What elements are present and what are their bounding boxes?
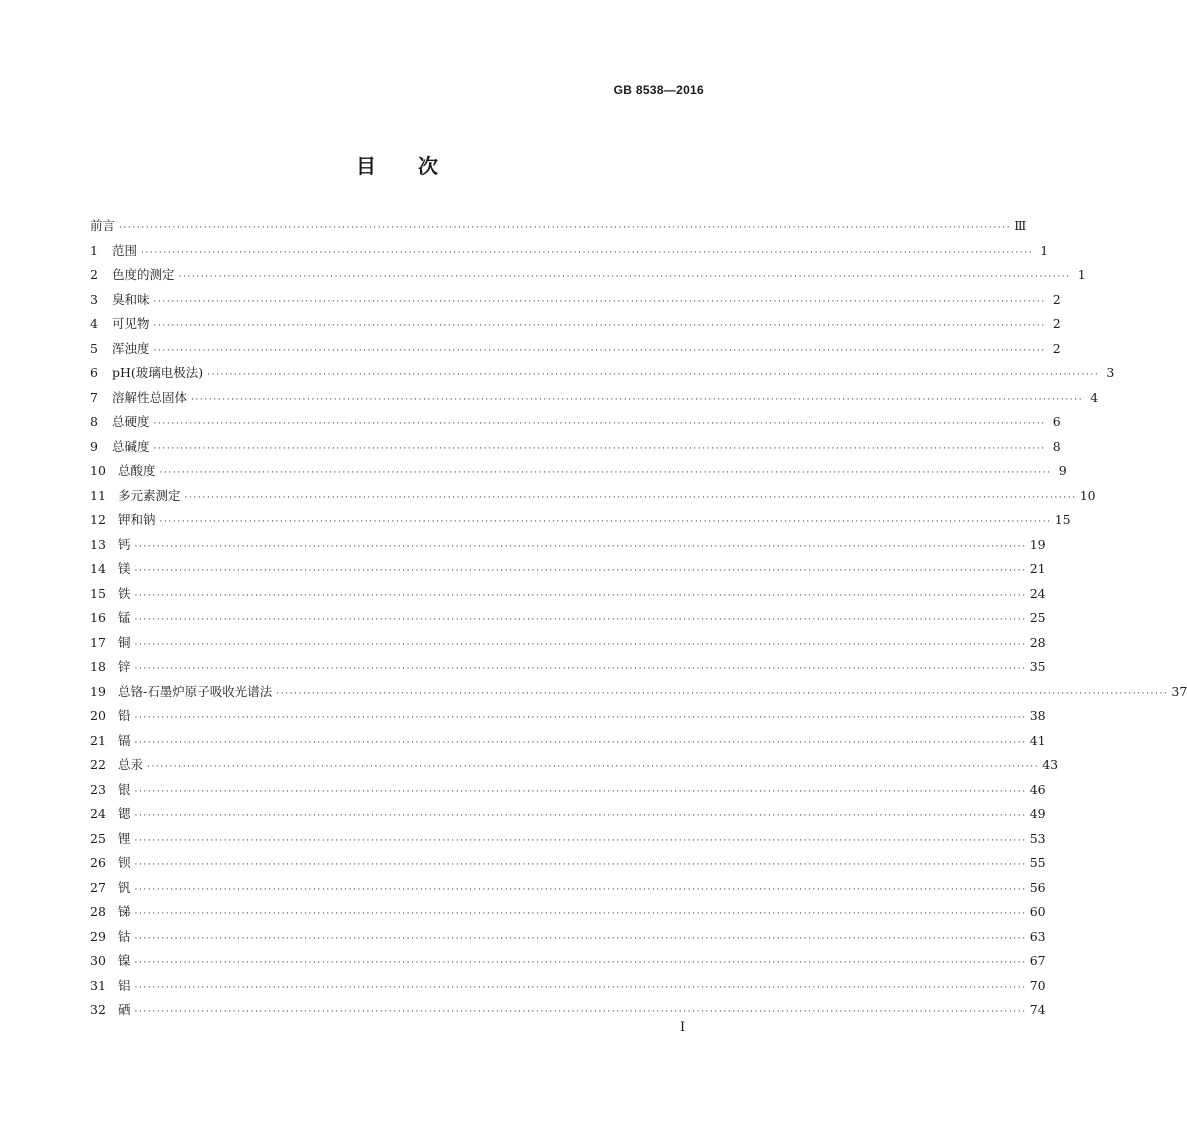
toc-entry[interactable] — [90, 949, 1046, 974]
toc-entry[interactable] — [90, 998, 1046, 1023]
title-char-2: 次 — [418, 154, 438, 178]
toc-entry-number: 25 — [90, 830, 106, 846]
toc-entry-label: 锶 — [118, 806, 131, 821]
toc-entry-page: 38 — [1029, 708, 1046, 723]
toc-dot-leader: ········································································································································································································ — [134, 835, 1027, 846]
toc-entry-label: 银 — [118, 781, 131, 797]
toc-entry[interactable] — [90, 876, 1046, 901]
toc-entry-page: 2 — [1052, 291, 1061, 307]
toc-entry[interactable] — [90, 778, 1046, 803]
toc-entry[interactable] — [90, 606, 1046, 631]
toc-entry-page: 10 — [1079, 487, 1096, 503]
toc-dot-leader: ········································································································································································································ — [134, 664, 1027, 674]
toc-dot-leader: ········································································································································································································ — [134, 884, 1027, 895]
toc-entry-page: 4 — [1090, 389, 1099, 405]
toc-dot-leader: ········································································································································································································ — [178, 272, 1071, 282]
toc-entry[interactable] — [90, 410, 1061, 435]
toc-entry-number: 7 — [90, 389, 98, 405]
table-of-contents — [90, 214, 1187, 1023]
toc-dot-leader: ········································································································································································································ — [153, 321, 1046, 331]
toc-dot-leader: ········································································································································································································ — [191, 394, 1084, 405]
toc-entry-label: 锂 — [118, 830, 131, 846]
toc-entry-page: 67 — [1029, 953, 1046, 968]
toc-entry-page: 28 — [1029, 634, 1046, 650]
toc-entry-number: 5 — [90, 340, 98, 356]
toc-entry-label: 镉 — [118, 732, 131, 748]
toc-entry-page: 8 — [1052, 438, 1061, 454]
toc-entry-number: 10 — [90, 463, 106, 478]
toc-dot-leader: ········································································································································································································ — [134, 909, 1027, 919]
toc-dot-leader: ········································································································································································································ — [134, 737, 1027, 748]
toc-dot-leader: ········································································································································································································ — [134, 615, 1027, 625]
toc-entry-label: 钙 — [118, 536, 131, 552]
toc-entry-page: Ⅲ — [1014, 218, 1027, 233]
toc-entry-page: 1 — [1077, 267, 1086, 282]
toc-entry-page: 49 — [1029, 806, 1046, 821]
toc-entry-label: 浑浊度 — [112, 340, 150, 356]
toc-entry-number: 21 — [90, 732, 106, 748]
toc-entry-label: 铝 — [118, 977, 131, 993]
toc-entry-number: 4 — [90, 316, 98, 331]
toc-entry-number: 1 — [90, 242, 98, 258]
toc-entry-number: 11 — [90, 487, 106, 503]
toc-entry-label: 可见物 — [112, 316, 150, 331]
toc-entry[interactable] — [90, 435, 1061, 460]
toc-dot-leader: ········································································································································································································ — [134, 541, 1027, 552]
toc-entry-page: 41 — [1029, 732, 1046, 748]
toc-entry-number: 24 — [90, 806, 106, 821]
toc-entry-number: 14 — [90, 561, 106, 576]
toc-entry-label: 锑 — [118, 904, 131, 919]
toc-entry[interactable] — [90, 582, 1046, 607]
toc-entry-number: 32 — [90, 1002, 106, 1017]
toc-entry-page: 43 — [1042, 757, 1059, 772]
footer-page-number: I — [680, 1020, 686, 1035]
toc-entry[interactable] — [90, 288, 1061, 313]
toc-dot-leader: ········································································································································································································ — [159, 468, 1052, 478]
toc-entry-label: 硒 — [118, 1002, 131, 1017]
toc-entry-page: 21 — [1029, 561, 1046, 576]
toc-dot-leader: ········································································································································································································ — [134, 639, 1027, 650]
toc-entry[interactable] — [90, 802, 1046, 827]
toc-entry[interactable] — [90, 533, 1046, 558]
toc-entry-label: 锌 — [118, 659, 131, 674]
toc-dot-leader: ········································································································································································································ — [153, 443, 1046, 454]
toc-entry-label: 总硬度 — [112, 414, 150, 429]
toc-dot-leader: ········································································································································································································ — [207, 370, 1100, 380]
toc-entry-page: 2 — [1052, 340, 1061, 356]
toc-entry-page: 55 — [1029, 855, 1046, 870]
toc-entry-label: 臭和味 — [112, 291, 150, 307]
toc-entry-label: 总碱度 — [112, 438, 150, 454]
toc-entry-number: 8 — [90, 414, 98, 429]
toc-entry-page: 25 — [1029, 610, 1046, 625]
toc-entry-page: 35 — [1029, 659, 1046, 674]
toc-dot-leader: ········································································································································································································ — [134, 811, 1027, 821]
toc-entry-label: 铅 — [118, 708, 131, 723]
toc-dot-leader: ········································································································································································································ — [159, 517, 1052, 527]
toc-entry-page: 60 — [1029, 904, 1046, 919]
toc-entry-number: 3 — [90, 291, 98, 307]
toc-entry-page: 6 — [1052, 414, 1061, 429]
toc-entry[interactable] — [90, 312, 1061, 337]
toc-entry-number: 31 — [90, 977, 106, 993]
toc-entry-number: 20 — [90, 708, 106, 723]
toc-entry-page: 70 — [1029, 977, 1046, 993]
toc-entry-label: 铁 — [118, 585, 131, 601]
toc-entry-number: 13 — [90, 536, 106, 552]
toc-entry-label: 前言 — [90, 218, 116, 233]
toc-entry-label: 溶解性总固体 — [112, 389, 188, 405]
toc-entry-number: 22 — [90, 757, 106, 772]
page-title — [0, 150, 794, 179]
toc-entry[interactable] — [90, 974, 1046, 999]
toc-entry-label: 钴 — [118, 928, 131, 944]
toc-entry-page: 74 — [1029, 1002, 1046, 1017]
toc-entry[interactable] — [90, 386, 1099, 411]
toc-entry-label: 总汞 — [118, 757, 144, 772]
toc-entry-page: 9 — [1058, 463, 1067, 478]
toc-entry-number: 16 — [90, 610, 106, 625]
toc-entry[interactable] — [90, 459, 1067, 484]
toc-entry[interactable] — [90, 753, 1059, 778]
toc-entry-number: 19 — [90, 683, 106, 699]
toc-entry-page: 63 — [1029, 928, 1046, 944]
toc-entry-label: 钾和钠 — [118, 512, 156, 527]
toc-entry[interactable] — [90, 900, 1046, 925]
toc-entry-label: 钡 — [118, 855, 131, 870]
toc-entry[interactable] — [90, 827, 1046, 852]
toc-entry-page: 46 — [1029, 781, 1046, 797]
toc-entry-number: 9 — [90, 438, 98, 454]
toc-entry-number: 12 — [90, 512, 106, 527]
toc-entry[interactable] — [90, 680, 1187, 705]
toc-entry[interactable] — [90, 337, 1061, 362]
toc-dot-leader: ········································································································································································································ — [153, 419, 1046, 429]
toc-entry-label: 锰 — [118, 610, 131, 625]
toc-entry-number: 2 — [90, 267, 98, 282]
toc-entry-page: 15 — [1054, 512, 1071, 527]
toc-entry-label: 多元素测定 — [118, 487, 181, 503]
toc-dot-leader: ········································································································································································································ — [134, 982, 1027, 993]
toc-entry-number: 29 — [90, 928, 106, 944]
toc-entry-number: 6 — [90, 365, 98, 380]
toc-entry[interactable] — [90, 484, 1096, 509]
toc-dot-leader: ········································································································································································································ — [119, 223, 1012, 233]
toc-dot-leader: ········································································································································································································ — [134, 566, 1027, 576]
toc-dot-leader: ········································································································································································································ — [134, 713, 1027, 723]
toc-entry-page: 56 — [1029, 879, 1046, 895]
toc-dot-leader: ········································································································································································································ — [147, 762, 1040, 772]
toc-entry-number: 28 — [90, 904, 106, 919]
toc-dot-leader: ········································································································································································································ — [134, 590, 1027, 601]
toc-entry[interactable] — [90, 214, 1027, 239]
toc-entry-number: 17 — [90, 634, 106, 650]
toc-entry-page: 24 — [1029, 585, 1046, 601]
toc-dot-leader: ········································································································································································································ — [276, 688, 1169, 699]
toc-entry-label: 范围 — [112, 242, 138, 258]
toc-entry[interactable] — [90, 851, 1046, 876]
toc-dot-leader: ········································································································································································································ — [134, 933, 1027, 944]
toc-dot-leader: ········································································································································································································ — [134, 786, 1027, 797]
toc-dot-leader: ········································································································································································································ — [141, 247, 1034, 258]
toc-entry-number: 26 — [90, 855, 106, 870]
standard-code-header: GB 8538—2016 — [613, 83, 704, 97]
toc-dot-leader: ········································································································································································································ — [134, 958, 1027, 968]
toc-entry-number: 15 — [90, 585, 106, 601]
title-char-1: 目 — [356, 154, 376, 178]
toc-entry-label: 铜 — [118, 634, 131, 650]
toc-entry-page: 37 — [1171, 683, 1187, 699]
toc-entry[interactable] — [90, 361, 1115, 386]
toc-entry[interactable] — [90, 557, 1046, 582]
toc-entry[interactable] — [90, 239, 1049, 264]
toc-entry-number: 18 — [90, 659, 106, 674]
toc-entry-page: 3 — [1106, 365, 1115, 380]
toc-entry[interactable] — [90, 631, 1046, 656]
toc-entry[interactable] — [90, 704, 1046, 729]
toc-entry-label: 总铬-石墨炉原子吸收光谱法 — [118, 683, 273, 699]
toc-entry-label: 总酸度 — [118, 463, 156, 478]
toc-dot-leader: ········································································································································································································ — [153, 345, 1046, 356]
toc-entry-number: 23 — [90, 781, 106, 797]
toc-entry-label: 钒 — [118, 879, 131, 895]
toc-entry[interactable] — [90, 655, 1046, 680]
toc-entry-label: 镁 — [118, 561, 131, 576]
toc-entry-label: 镍 — [118, 953, 131, 968]
toc-dot-leader: ········································································································································································································ — [153, 296, 1046, 307]
toc-entry-page: 53 — [1029, 830, 1046, 846]
toc-dot-leader: ········································································································································································································ — [184, 492, 1077, 503]
toc-entry-page: 1 — [1040, 242, 1049, 258]
toc-entry[interactable] — [90, 729, 1046, 754]
toc-entry[interactable] — [90, 925, 1046, 950]
toc-dot-leader: ········································································································································································································ — [134, 1007, 1027, 1017]
toc-entry-number: 30 — [90, 953, 106, 968]
toc-entry-label: pH(玻璃电极法) — [112, 365, 204, 380]
toc-entry-label: 色度的测定 — [112, 267, 175, 282]
toc-entry[interactable] — [90, 508, 1071, 533]
toc-entry-page: 2 — [1052, 316, 1061, 331]
toc-entry[interactable] — [90, 263, 1086, 288]
toc-entry-number: 27 — [90, 879, 106, 895]
toc-entry-page: 19 — [1029, 536, 1046, 552]
toc-dot-leader: ········································································································································································································ — [134, 860, 1027, 870]
